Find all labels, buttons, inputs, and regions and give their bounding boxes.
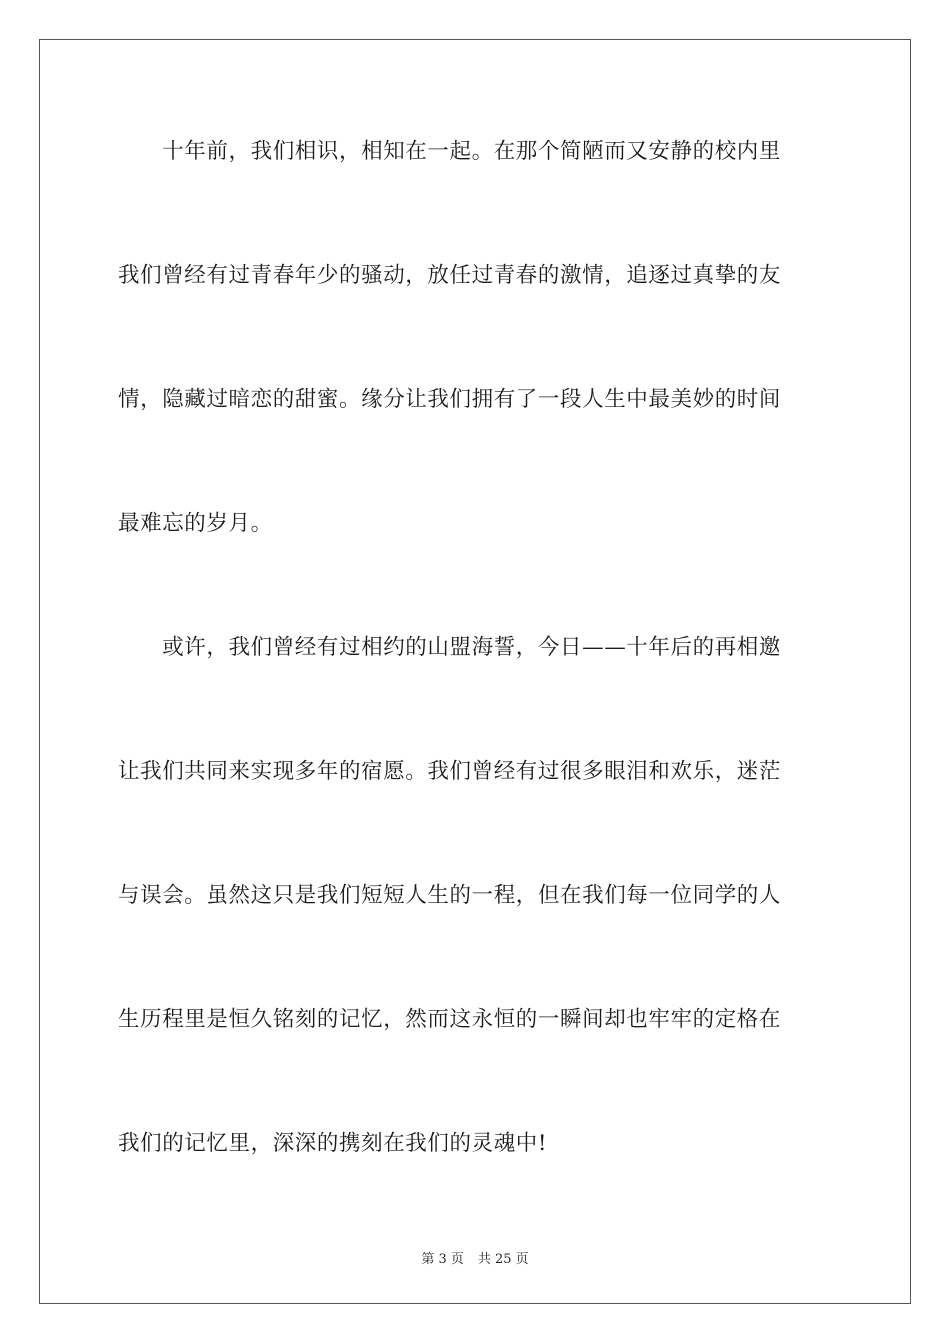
paragraph-line: 我们的记忆里，深深的携刻在我们的灵魂中! — [118, 1131, 548, 1156]
paragraph-line: 我们曾经有过青春年少的骚动，放任过青春的激情，追逐过真挚的友 — [118, 263, 782, 288]
page-border — [39, 39, 911, 1304]
paragraph-line: 与误会。虽然这只是我们短短人生的一程，但在我们每一位同学的人 — [118, 883, 782, 908]
total-pages: 共 25 页 — [477, 1252, 529, 1267]
paragraph-line: 或许，我们曾经有过相约的山盟海誓，今日——十年后的再相邀 — [118, 635, 782, 660]
paragraph-line: 十年前，我们相识，相知在一起。在那个简陋而又安静的校内里 — [118, 139, 782, 164]
page-number: 第 3 页 — [421, 1252, 464, 1267]
paragraph-line: 让我们共同来实现多年的宿愿。我们曾经有过很多眼泪和欢乐，迷茫 — [118, 759, 782, 784]
paragraph-line: 情，隐藏过暗恋的甜蜜。缘分让我们拥有了一段人生中最美妙的时间 — [118, 387, 782, 412]
paragraph-line: 最难忘的岁月。 — [118, 511, 273, 536]
page-footer — [0, 1248, 950, 1267]
paragraph-line: 生历程里是恒久铭刻的记忆，然而这永恒的一瞬间却也牢牢的定格在 — [118, 1007, 782, 1032]
